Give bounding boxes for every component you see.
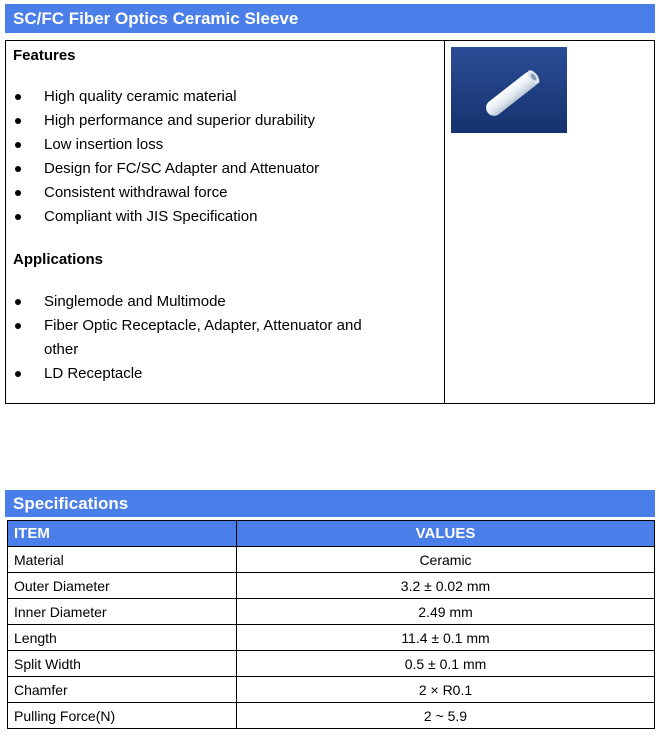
features-list [6, 85, 444, 229]
ceramic-sleeve-image [451, 47, 567, 133]
table-row [8, 677, 655, 703]
bullet-icon [15, 94, 21, 100]
spec-item-cell: Inner Diameter [8, 599, 237, 625]
column-header-values: VALUES [237, 521, 655, 547]
bullet-icon [15, 190, 21, 196]
spec-item-cell: Pulling Force(N) [8, 703, 237, 729]
table-row [8, 703, 655, 729]
table-header-row [8, 521, 655, 547]
list-item: Consistent withdrawal force [6, 181, 444, 205]
bullet-icon [15, 118, 21, 124]
column-header-item: ITEM [8, 521, 237, 547]
bullet-icon [15, 142, 21, 148]
product-overview-box [5, 40, 655, 404]
spec-value-cell: Ceramic [237, 547, 655, 573]
features-heading: Features [13, 47, 76, 64]
table-row [8, 573, 655, 599]
spec-value-cell: 11.4 ± 0.1 mm [237, 625, 655, 651]
table-row [8, 625, 655, 651]
spec-value-cell: 2.49 mm [237, 599, 655, 625]
table-row [8, 599, 655, 625]
spec-item-cell: Outer Diameter [8, 573, 237, 599]
list-item: Singlemode and Multimode [6, 290, 444, 314]
list-item: LD Receptacle [6, 362, 444, 386]
list-item: Compliant with JIS Specification [6, 205, 444, 229]
list-item: High quality ceramic material [6, 85, 444, 109]
specifications-heading: Specifications [5, 490, 655, 517]
bullet-icon [15, 299, 21, 305]
list-item: Design for FC/SC Adapter and Attenuator [6, 157, 444, 181]
bullet-icon [15, 166, 21, 172]
list-item: Low insertion loss [6, 133, 444, 157]
bullet-icon [15, 371, 21, 377]
spec-item-cell: Split Width [8, 651, 237, 677]
table-row [8, 651, 655, 677]
list-item: Fiber Optic Receptacle, Adapter, Attenuator and other [6, 314, 374, 362]
spec-item-cell: Material [8, 547, 237, 573]
spec-value-cell: 3.2 ± 0.02 mm [237, 573, 655, 599]
spec-value-cell: 0.5 ± 0.1 mm [237, 651, 655, 677]
spec-item-cell: Length [8, 625, 237, 651]
applications-list [6, 290, 444, 386]
list-item: High performance and superior durability [6, 109, 444, 133]
column-divider [444, 41, 445, 403]
spec-value-cell: 2 ~ 5.9 [237, 703, 655, 729]
applications-heading: Applications [13, 251, 104, 268]
bullet-icon [15, 214, 21, 220]
spec-item-cell: Chamfer [8, 677, 237, 703]
bullet-icon [15, 323, 21, 329]
page-title: SC/FC Fiber Optics Ceramic Sleeve [5, 4, 655, 33]
ceramic-sleeve-photo [451, 47, 567, 133]
table-row [8, 547, 655, 573]
specifications-table [7, 520, 655, 729]
spec-value-cell: 2 × R0.1 [237, 677, 655, 703]
